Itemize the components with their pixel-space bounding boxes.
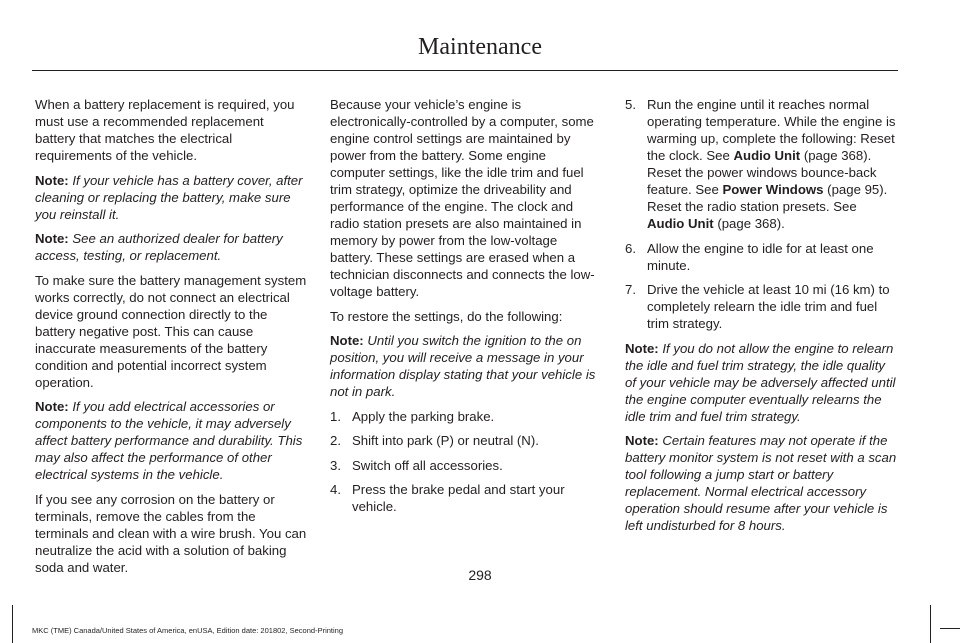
list-item [330,481,602,515]
note-text: If your vehicle has a battery cover, after cleaning or replacing the battery, make sure you reinstall it. [35,172,303,222]
step-text-part: (page 368). Reset the power windows bounce-back feature. See [647,148,877,197]
step-text [647,96,897,232]
crop-mark [930,605,931,643]
step-number: 5. [625,97,636,112]
step-text-part: (page 368). [713,216,785,231]
note [625,340,897,425]
step-number: 1. [330,408,341,424]
note [35,172,307,223]
note-label: Note: [35,172,69,188]
cross-reference-audio-unit: Audio Unit [733,148,801,163]
crop-mark [12,605,13,643]
step-text: Allow the engine to idle for at least one minute. [647,240,874,273]
list-item [330,457,602,474]
step-text: Apply the parking brake. [352,408,495,424]
step-text-part: (page 95). Reset the radio station presets. See [647,182,888,214]
column-3 [625,96,897,542]
paragraph: Because your vehicle’s engine is electronically-controlled by a computer, some engine control settings are maintained by power from the battery. Some engine computer settings, like the idle trim and fuel trim strategy, optimize the driveability and performance of the engine. The clock and radio station presets are also maintained in memory by power from the low-voltage battery. These settings are erased when a technician disconnects and connects the low-voltage battery. [330,97,595,299]
footer-edition-text: MKC (TME) Canada/United States of America, enUSA, Edition date: 201802, Second-Printing [32,626,343,635]
crop-mark [940,628,960,629]
list-item [625,96,897,232]
step-number: 6. [625,240,636,256]
list-item [625,240,897,274]
list-item [330,432,602,449]
note-text: If you do not allow the engine to relearn the idle and fuel trim strategy, the idle quality of your vehicle may be adversely affected until the engine computer eventually relearns the idle trim and fuel trim strategy. [625,340,896,424]
column-1 [35,96,307,583]
paragraph: To make sure the battery management system works correctly, do not connect an electrical device ground connection directly to the battery negative post. This can cause inaccurate measurements of the battery condition and potential incorrect system operation. [35,272,307,390]
note [35,230,307,264]
note-text: If you add electrical accessories or components to the vehicle, it may adversely affect battery performance and durability. This may also affect the performance of other electrical systems in the vehicle. [35,399,303,482]
list-item [330,408,602,425]
note-label: Note: [330,333,364,348]
step-text-part: Run the engine until it reaches normal operating temperature. While the engine is warming up, complete the following: Reset the clock. See [647,97,896,163]
note-label: Note: [625,433,659,448]
note-label: Note: [625,340,659,356]
note [625,432,897,534]
page-title: Maintenance [418,34,542,60]
step-number: 4. [330,482,341,497]
step-text: Press the brake pedal and start your vehicle. [352,482,565,514]
paragraph: If you see any corrosion on the battery or terminals, remove the cables from the terminals and clean with a wire brush. You can neutralize the acid with a solution of baking soda and water. [35,491,307,575]
page-number: 298 [468,567,492,583]
note-text: See an authorized dealer for battery access, testing, or replacement. [35,231,283,263]
step-text: Drive the vehicle at least 10 mi (16 km) to completely relearn the idle trim and fuel trim strategy. [647,282,890,331]
note [330,332,602,400]
paragraph: To restore the settings, do the following: [330,308,563,324]
step-number: 7. [625,282,636,297]
list-item [625,281,897,332]
cross-reference-power-windows: Power Windows [722,182,824,197]
note [35,398,307,483]
step-number: 3. [330,457,341,473]
note-label: Note: [35,231,69,246]
paragraph: When a battery replacement is required, you must use a recommended replacement battery that matches the electrical requirements of the vehicle. [35,97,295,163]
header-divider [32,70,898,71]
step-text: Switch off all accessories. [352,457,503,473]
note-text: Certain features may not operate if the battery monitor system is not reset with a scan tool following a jump start or battery replacement. Normal electrical accessory operation should resume after your vehicle is left undisturbed for 8 hours. [625,433,897,533]
cross-reference-audio-unit: Audio Unit [647,216,714,231]
note-text: Until you switch the ignition to the on position, you will receive a message in your information display stating that your vehicle is not in park. [330,333,596,399]
column-2 [330,96,602,523]
step-number: 2. [330,433,341,448]
step-text: Shift into park (P) or neutral (N). [352,433,539,448]
note-label: Note: [35,399,69,414]
